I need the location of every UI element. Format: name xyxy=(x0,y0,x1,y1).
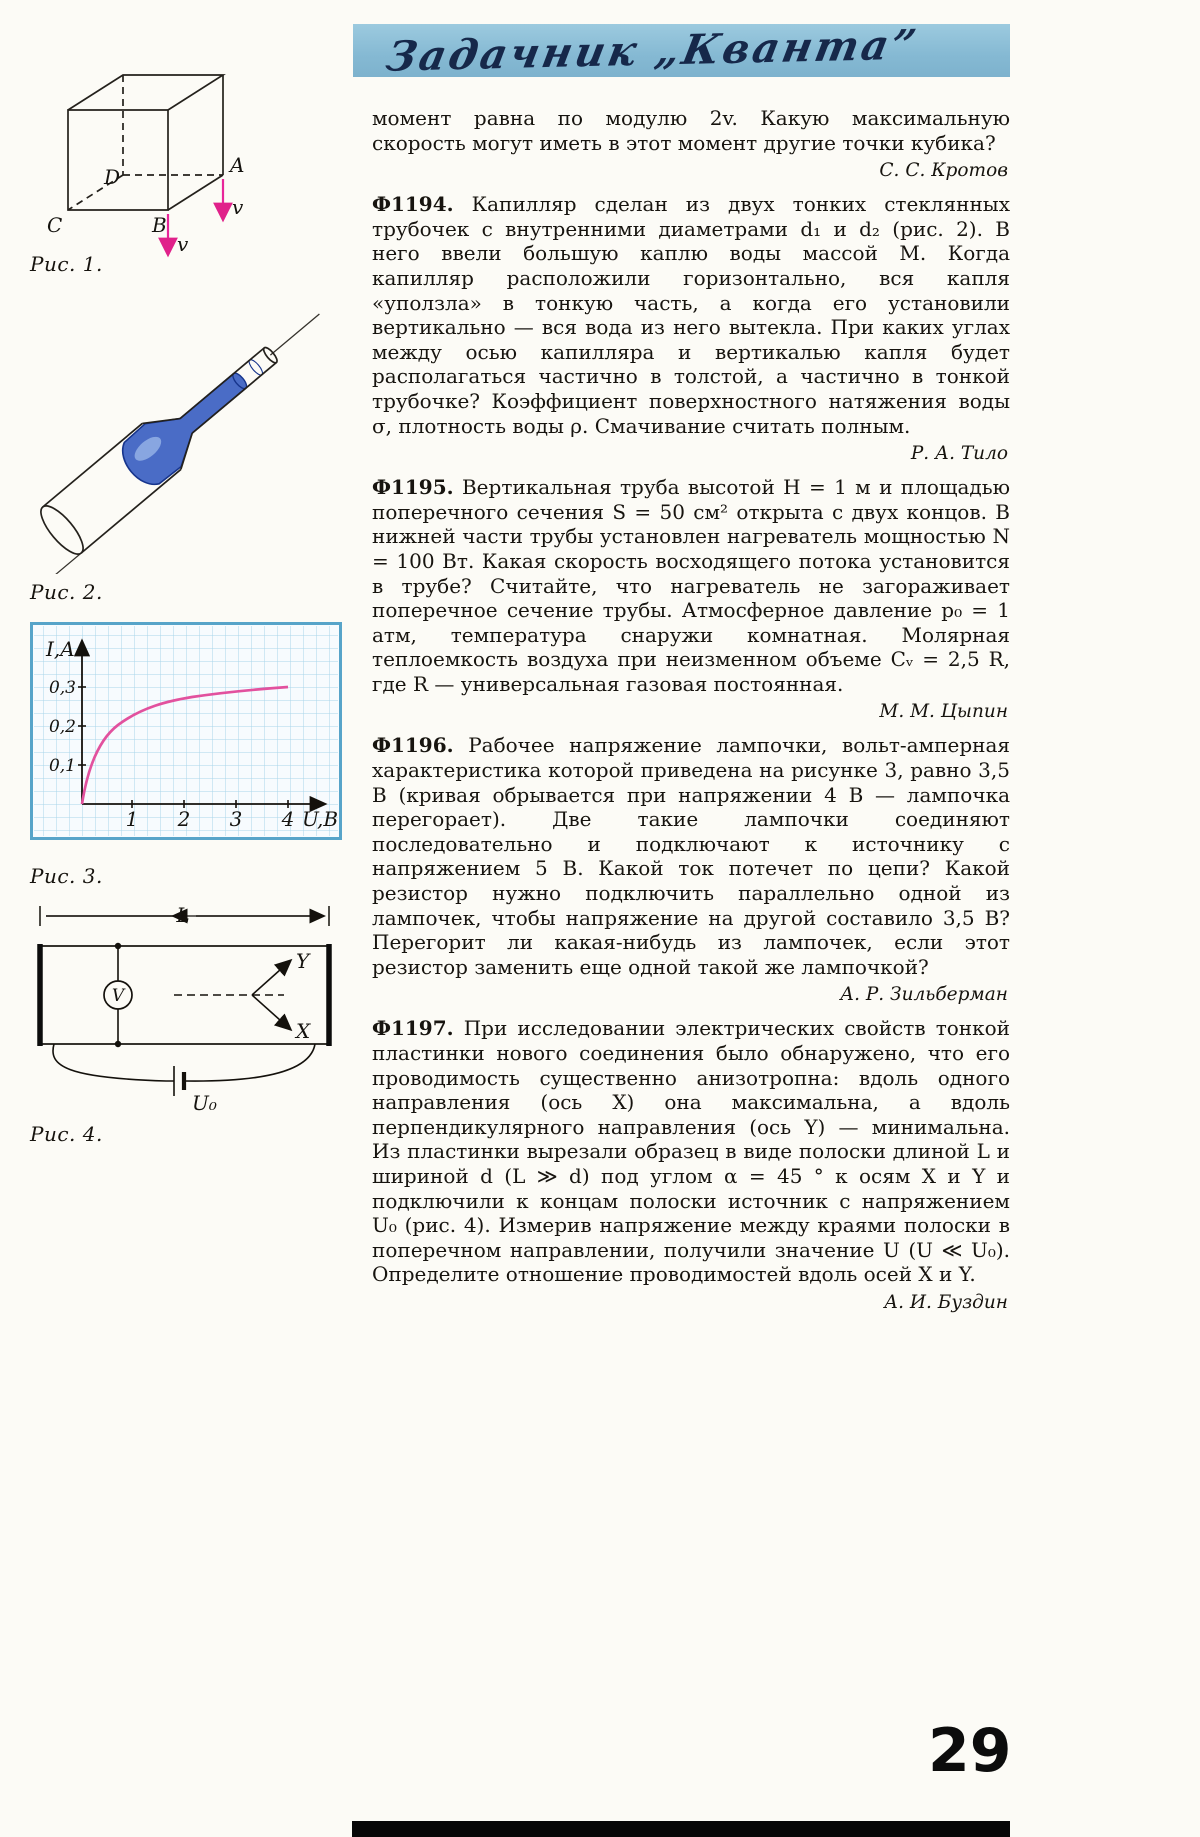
section-banner xyxy=(353,19,1010,81)
problem-author: М. М. Цыпин xyxy=(879,701,1008,723)
figure-1-cube xyxy=(40,48,280,270)
problem-body: Вертикальная труба высотой H = 1 м и площадью поперечного сечения S = 50 см² открыта с двух концов. В нижней части трубы установлен нагреватель мощностью N = 100 Вт. Какая скорость восходящего потока установится в трубе? Считайте, что нагреватель не загораживает поперечное сечение трубы. Атмосферное давление p₀ = 1 атм, температура снаружи комнатная. Молярная теплоемкость воздуха при неизменном объеме Cᵥ = 2,5 R, где R — универсальная газовая постоянная. xyxy=(372,475,1011,696)
x-tick-2: 2 xyxy=(177,807,191,831)
problem-continuation xyxy=(372,106,1010,155)
vertex-label-b: B xyxy=(152,213,167,237)
problem-body: При исследовании электрических свойств тонкой пластинки нового соединения было обнаружено, что его проводимость существенно анизотропна: вдоль одного направления (ось X) она максимальна, а вдоль перпендикулярного направления (ось Y) — минимальна. Из пластинки вырезали образец в виде полоски длиной L и шириной d (L ≫ d) под углом α = 45 ° к осям X и Y и подключили к концам полоски источник с напряжением U₀ (рис. 4). Измерив напряжение между краями полоски в поперечном направлении, получили значение U (U ≪ U₀). Определите отношение проводимостей вдоль осей X и Y. xyxy=(372,1016,1010,1287)
vertex-label-c: C xyxy=(47,213,63,237)
capillary-drawing xyxy=(38,291,339,574)
problem-author: Р. А. Тило xyxy=(910,443,1008,465)
figure-4-caption: Рис. 4. xyxy=(30,1122,103,1146)
problem-number: Ф1194. xyxy=(372,192,454,217)
velocity-label-2: v xyxy=(177,232,189,256)
problem-body: Рабочее напряжение лампочки, вольт-амперная характеристика которой приведена на рисунке 3, равно 3,5 В (кривая обрывается при напряжении 4 В — лампочка перегорает). Две такие лампочки соединяют последовательно и подключают к источнику с напряжением 5 В. Какой ток потечет по цепи? Какой резистор нужно подключить параллельно одной из лампочек, чтобы напряжение на другой составило 3,5 В? Перегорит ли какая-нибудь из лампочек, если этот резистор заменить еще одной такой же лампочкой? xyxy=(372,733,1010,979)
section-title-script: Задачник „Кванта” xyxy=(382,19,923,81)
vertex-label-a: A xyxy=(230,153,245,177)
sample-strip xyxy=(40,944,329,1046)
axis-x-label: X xyxy=(296,1019,311,1043)
x-tick-4: 4 xyxy=(281,807,295,831)
figure-3-caption: Рис. 3. xyxy=(30,864,103,888)
source-voltage-label: U₀ xyxy=(192,1091,217,1115)
voltmeter xyxy=(104,943,132,1047)
problem-author: А. И. Буздин xyxy=(884,1291,1008,1313)
figure-2-capillary xyxy=(38,282,354,574)
problem-body: момент равна по модулю 2v. Какую максимальную скорость могут иметь в этот момент другие точки кубика? xyxy=(372,106,1010,155)
problems-column xyxy=(372,106,1010,1324)
y-tick-0-1: 0,1 xyxy=(48,756,76,776)
figure-2-caption: Рис. 2. xyxy=(30,580,103,604)
vertex-label-d: D xyxy=(104,165,121,189)
problem-f1196 xyxy=(372,733,1010,979)
problem-f1194 xyxy=(372,192,1010,438)
scan-edge-bar xyxy=(352,1821,1010,1837)
source-wiring xyxy=(53,1044,315,1096)
x-tick-1: 1 xyxy=(125,807,139,831)
x-tick-3: 3 xyxy=(229,807,243,831)
y-tick-0-3: 0,3 xyxy=(48,678,76,698)
problem-body: Капилляр сделан из двух тонких стеклянных трубочек с внутренними диаметрами d₁ и d₂ (рис. 2). В него ввели большую каплю воды массой M. Когда капилляр расположили горизонтально, вся капля «уползла» в тонкую часть, а когда его установили вертикально — вся вода из него вытекла. При каких углах между осью капилляра и вертикалью капля будет располагаться частично в толстой, а частично в тонкой трубочке? Коэффициент поверхностного натяжения воды σ, плотность воды ρ. Смачивание считать полным. xyxy=(372,192,1010,438)
problem-number: Ф1196. xyxy=(372,733,454,758)
crystal-axes xyxy=(174,949,311,1043)
figure-3-iv-chart xyxy=(30,622,342,840)
figure-1-caption: Рис. 1. xyxy=(30,252,103,276)
y-axis-label: I,A xyxy=(46,637,75,661)
figure-4-circuit xyxy=(26,898,348,1130)
page-number: 29 xyxy=(928,1716,1012,1786)
problem-number: Ф1197. xyxy=(372,1016,454,1041)
cube-drawing xyxy=(68,75,223,210)
problem-number: Ф1195. xyxy=(372,475,454,500)
problem-f1197 xyxy=(372,1016,1010,1287)
x-axis-label: U,В xyxy=(302,807,339,831)
velocity-label-1: v xyxy=(232,195,244,219)
y-tick-0-2: 0,2 xyxy=(48,717,76,737)
problem-author: С. С. Кротов xyxy=(879,160,1008,182)
problem-f1195 xyxy=(372,475,1010,696)
voltmeter-label: V xyxy=(111,986,125,1006)
length-label: L xyxy=(176,903,190,927)
axis-y-label: Y xyxy=(296,949,310,973)
problem-author: А. Р. Зильберман xyxy=(840,984,1008,1006)
